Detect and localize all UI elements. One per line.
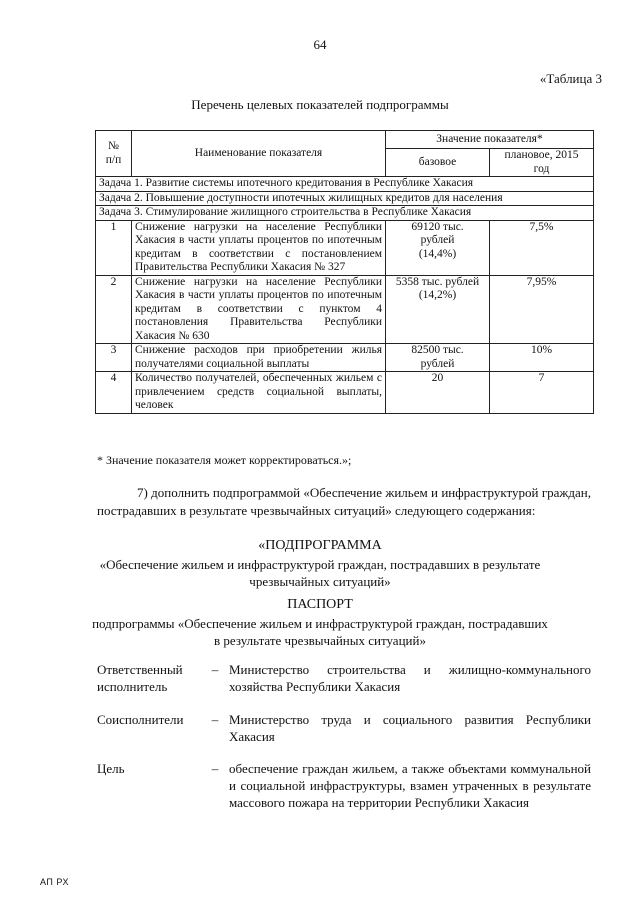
passport-value: Министерство строительства и жилищно-коммунального хозяйства Республики Хакасия bbox=[229, 662, 591, 694]
passport-value: Министерство труда и социального развития Республики Хакасия bbox=[229, 712, 591, 744]
header-value-group: Значение показателя* bbox=[386, 131, 594, 149]
header-plan: плановое, 2015 год bbox=[490, 149, 594, 177]
table-row bbox=[96, 220, 594, 275]
passport-subtitle: подпрограммы «Обеспечение жильем и инфраструктурой граждан, пострадавших в результате чрезвычайных ситуаций» bbox=[92, 616, 548, 648]
indicator-name: Снижение нагрузки на население Республики Хакасия в части уплаты процентов по ипотечным кредитам в соответствии с постановлением Правительства Республики Хакасия № 327 bbox=[132, 220, 386, 275]
row-number: 3 bbox=[96, 344, 132, 372]
plan-value: 10% bbox=[490, 344, 594, 372]
passport-label: Соисполнители bbox=[97, 712, 184, 727]
task-row bbox=[96, 177, 594, 192]
passport-label: Цель bbox=[97, 761, 125, 776]
document-stamp: АП РХ bbox=[40, 877, 69, 887]
passport-dash: – bbox=[211, 662, 219, 677]
header-name: Наименование показателя bbox=[132, 131, 386, 177]
task-row bbox=[96, 206, 594, 221]
passport-label: Ответственный исполнитель bbox=[97, 662, 183, 694]
passport-heading: ПАСПОРТ bbox=[287, 597, 353, 612]
base-value: 82500 тыс. рублей bbox=[386, 344, 490, 372]
task-row bbox=[96, 191, 594, 206]
row-number: 2 bbox=[96, 275, 132, 344]
table-reference: «Таблица 3 bbox=[539, 71, 602, 86]
table-row bbox=[96, 275, 594, 344]
table-header-row bbox=[96, 131, 594, 149]
indicator-name: Количество получателей, обеспеченных жильем с привлечением средств социальной выплаты, человек bbox=[132, 372, 386, 414]
task-label: Задача 1. Развитие системы ипотечного кредитования в Республике Хакасия bbox=[96, 177, 594, 192]
table-footnote: * Значение показателя может корректироваться.»; bbox=[97, 453, 352, 467]
table-row bbox=[96, 372, 594, 414]
subprogram-title: «Обеспечение жильем и инфраструктурой граждан, пострадавших в результате чрезвычайных ситуаций» bbox=[99, 557, 541, 589]
passport-value: обеспечение граждан жильем, а также объектами коммунальной и социальной инфраструктуры, взамен утраченных в результате массового пожара на территории Республики Хакасия bbox=[229, 761, 591, 810]
row-number: 1 bbox=[96, 220, 132, 275]
base-value: 20 bbox=[386, 372, 490, 414]
subprogram-heading: «ПОДПРОГРАММА bbox=[258, 538, 382, 553]
indicators-table bbox=[95, 130, 594, 414]
indicator-name: Снижение расходов при приобретении жилья получателями социальной выплаты bbox=[132, 344, 386, 372]
page-number: 64 bbox=[313, 37, 327, 52]
base-value: 5358 тыс. рублей (14,2%) bbox=[386, 275, 490, 344]
passport-dash: – bbox=[211, 761, 219, 776]
indicator-name: Снижение нагрузки на население Республики Хакасия в части уплаты процентов по ипотечным кредитам в соответствии с пунктом 4 постановления Правительства Республики Хакасия № 630 bbox=[132, 275, 386, 344]
plan-value: 7,5% bbox=[490, 220, 594, 275]
passport-dash: – bbox=[211, 712, 219, 727]
header-base: базовое bbox=[386, 149, 490, 177]
plan-value: 7,95% bbox=[490, 275, 594, 344]
row-number: 4 bbox=[96, 372, 132, 414]
base-value: 69120 тыс. рублей (14,4%) bbox=[386, 220, 490, 275]
table-title: Перечень целевых показателей подпрограммы bbox=[191, 97, 449, 112]
task-label: Задача 3. Стимулирование жилищного строительства в Республике Хакасия bbox=[96, 206, 594, 221]
header-num: № п/п bbox=[96, 131, 132, 177]
table-row bbox=[96, 344, 594, 372]
plan-value: 7 bbox=[490, 372, 594, 414]
task-label: Задача 2. Повышение доступности ипотечных жилищных кредитов для населения bbox=[96, 191, 594, 206]
amendment-paragraph: 7) дополнить подпрограммой «Обеспечение жильем и инфраструктурой граждан, пострадавших в результате чрезвычайных ситуаций» следующего содержания: bbox=[97, 485, 591, 518]
